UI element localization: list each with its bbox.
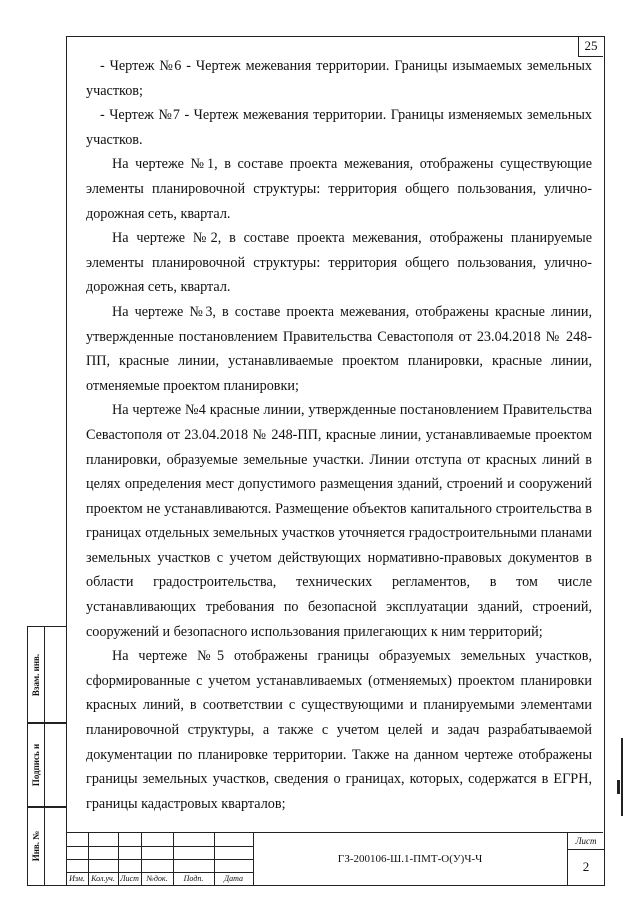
paragraph-4: На чертеже №2, в составе проекта межевания, отображены планируемые элементы планировочной структуры: территория общего пользования, улично-дорожная сеть, квартал. [86,230,592,296]
header-kol: Кол.уч. [91,874,115,883]
page-number: 25 [578,36,603,57]
side-box-podpis [27,722,67,808]
header-ndok: №док. [146,874,168,883]
paragraph-1: - Чертеж №6 - Чертеж межевания территории. Границы изымаемых земельных участков; [86,58,592,99]
paragraph-2: - Чертеж №7 - Чертеж межевания территории. Границы изменяемых земельных участков. [86,107,592,148]
sheet-label: Лист [568,833,604,850]
document-body [86,54,592,816]
side-label-vzam: Взам. инв. [31,653,41,697]
header-list: Лист [120,874,139,883]
title-block [66,832,603,885]
scan-mark-small [617,780,620,794]
header-podp: Подп. [183,874,204,883]
sheet-box [567,833,604,885]
side-box-vzam [27,626,67,724]
header-data: Дата [224,874,243,883]
sheet-number: 2 [582,859,590,874]
paragraph-5: На чертеже №3, в составе проекта межевания, отображены красные линии, утвержденные постановлением Правительства Севастополя от 23.04.2018 № 248-ПП, красные линии, устанавливаемые проектом планировки, красные линии, отменяемые проектом планировки; [86,303,592,394]
side-label-podpis: Подпись и [31,743,41,787]
side-box-inv [27,806,67,886]
paragraph-3: На чертеже №1, в составе проекта межевания, отображены существующие элементы планировочной структуры: территория общего пользования, улично-дорожная сеть, квартал. [86,156,592,222]
revision-grid [66,833,254,885]
scan-mark [621,738,623,816]
header-izm: Изм. [69,874,85,883]
paragraph-6: На чертеже №4 красные линии, утвержденные постановлением Правительства Севастополя от 23.04.2018 № 248-ПП, красные линии, устанавливаемые проектом планировки, образуемые земельные участки. Линии отступа от красных линий в целях определения мест допустимого размещения зданий, строений и сооружений проектом не устанавливаются. Размещение объектов капитального строительства в границах отдельных земельных участков уточняется градостроительными планами земельных участков с учетом действующих нормативно-правовых документов в области градостроительства, технических регламентов, в том числе устанавливающих требования по безопасной эксплуатации зданий, строений, сооружений и безопасного использования прилегающих к ним территорий; [86,402,592,640]
paragraph-7: На чертеже №5 отображены границы образуемых земельных участков, сформированные с учетом устанавливаемых (отменяемых) проектом планировки красных линий, в соответствии с существующими и планируемыми элементами планировочной структуры, а также с учетом целей и задач разрабатываемой документации по планировке территории. Также на данном чертеже отображены границы земельных участков, сведения о границах, которых, содержатся в ЕГРН, границы кадастровых кварталов; [86,648,592,812]
document-code: ГЗ-200106-Ш.1-ПМТ-О(У)Ч-Ч [337,853,483,865]
side-label-inv: Инв. № [31,830,41,862]
